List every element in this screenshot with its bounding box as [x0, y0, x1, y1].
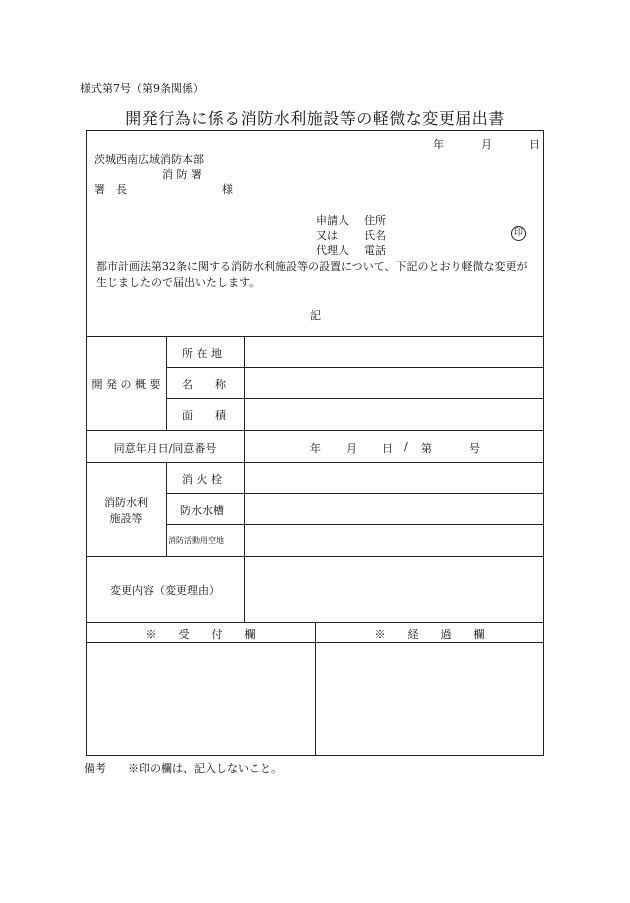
date-day: 日 [529, 138, 540, 151]
note-label: 備考 [84, 762, 106, 775]
consent-label: 同意年月日/同意番号 [113, 442, 217, 455]
consent-dai: 第 [421, 442, 432, 455]
row-divider [166, 493, 544, 494]
open-space-label: 消防活動用空地 [168, 536, 224, 545]
consent-month: 月 [346, 442, 357, 455]
recipient-station: 消 防 署 [162, 168, 202, 181]
note-text: ※印の欄は、記入しないこと。 [128, 762, 282, 775]
row-divider [86, 430, 544, 431]
applicant-role-1: 申請人 [316, 214, 349, 227]
water-facilities-label-1: 消防水利 [104, 496, 148, 509]
progress-header: ※ 経 過 欄 [374, 628, 485, 641]
row-divider [166, 398, 544, 399]
name-row-label: 名 称 [182, 378, 226, 391]
cistern-field[interactable] [246, 495, 542, 523]
row-divider [86, 336, 544, 337]
recipient-chief: 署 長 [94, 183, 127, 196]
consent-go: 号 [469, 442, 480, 455]
ki-label: 記 [310, 309, 321, 322]
seal-icon: 印 [511, 226, 526, 241]
change-content-label: 変更内容（変更理由） [110, 584, 220, 597]
phone-label: 電話 [364, 244, 386, 257]
water-facilities-label-2: 施設等 [109, 512, 143, 525]
change-content-field[interactable] [246, 558, 542, 620]
reception-field [88, 644, 313, 754]
col-divider [244, 462, 245, 556]
applicant-role-2: 又は [316, 229, 338, 242]
area-label: 面 積 [182, 409, 226, 422]
row-divider [166, 367, 544, 368]
address-label: 住所 [364, 214, 386, 227]
consent-year: 年 [310, 442, 321, 455]
area-field[interactable] [246, 400, 542, 428]
page-title: 開発行為に係る消防水利施設等の軽微な変更届出書 [125, 109, 505, 128]
location-label: 所 在 地 [182, 347, 222, 360]
col-divider [166, 336, 167, 430]
progress-field [317, 644, 542, 754]
dev-overview-label: 開 発 の 概 要 [91, 378, 161, 391]
applicant-role-3: 代理人 [316, 244, 349, 257]
recipient-honorific: 様 [222, 183, 233, 196]
col-divider [244, 430, 245, 462]
open-space-field[interactable] [246, 526, 542, 554]
hydrant-field[interactable] [246, 464, 542, 492]
reception-header: ※ 受 付 欄 [145, 628, 256, 641]
col-divider [244, 556, 245, 622]
consent-slash: / [404, 440, 408, 453]
hydrant-label: 消 火 栓 [182, 473, 222, 486]
row-divider [166, 524, 544, 525]
name-field[interactable] [246, 369, 542, 397]
row-divider [86, 556, 544, 557]
consent-day: 日 [382, 442, 393, 455]
col-divider [166, 462, 167, 556]
name-label: 氏名 [364, 229, 386, 242]
date-month: 月 [481, 138, 492, 151]
date-year: 年 [433, 138, 444, 151]
note [84, 760, 282, 776]
location-field[interactable] [246, 338, 542, 366]
row-divider [86, 462, 544, 463]
recipient-org: 茨城西南広域消防本部 [94, 153, 204, 166]
col-divider [315, 622, 316, 756]
form-number: 様式第7号（第9条関係） [80, 82, 204, 95]
cistern-label: 防水水槽 [180, 504, 224, 517]
col-divider [244, 336, 245, 430]
statement-text: 都市計画法第32条に関する消防水利施設等の設置について、下記のとおり軽微な変更が生じましたので届出いたします。 [96, 260, 528, 289]
